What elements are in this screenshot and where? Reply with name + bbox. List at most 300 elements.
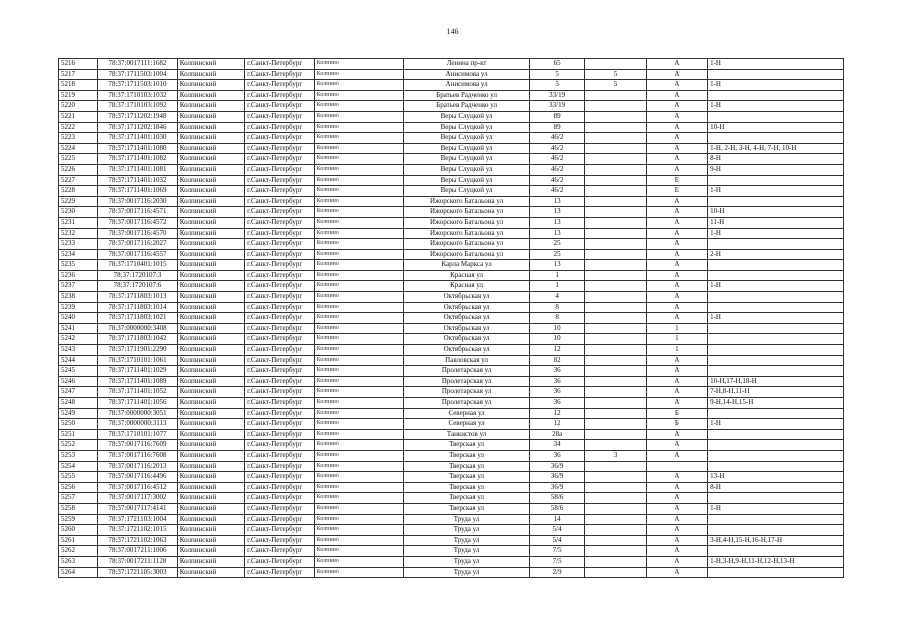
building-number-cell xyxy=(585,143,646,154)
house-number-cell: 36/9 xyxy=(529,461,584,472)
premises-cell: 1-Н xyxy=(708,313,844,324)
premises-cell: 1-Н, 2-Н, 3-Н, 4-Н, 7-Н, 10-Н xyxy=(708,143,844,154)
table-row xyxy=(59,122,844,133)
row-number-cell: 5245 xyxy=(59,366,98,377)
district-cell: Колпинский xyxy=(177,366,244,377)
row-number-cell: 5256 xyxy=(59,482,98,493)
table-row xyxy=(59,154,844,165)
row-number-cell: 5228 xyxy=(59,186,98,197)
street-cell: Веры Слуцкой ул xyxy=(404,175,530,186)
city-cell: г.Санкт-Петербург xyxy=(245,69,314,80)
row-number-cell: 5263 xyxy=(59,556,98,567)
cadastral-number-cell: 78:37:0017116:7609 xyxy=(98,440,178,451)
street-cell: Тверская ул xyxy=(404,461,530,472)
table-row xyxy=(59,567,844,578)
district-cell: Колпинский xyxy=(177,80,244,91)
municipality-cell: Колпино xyxy=(314,196,404,207)
letter-cell: А xyxy=(646,281,707,292)
premises-cell xyxy=(708,323,844,334)
table-row xyxy=(59,525,844,536)
letter-cell: А xyxy=(646,133,707,144)
building-number-cell xyxy=(585,133,646,144)
city-cell: г.Санкт-Петербург xyxy=(245,461,314,472)
row-number-cell: 5259 xyxy=(59,514,98,525)
street-cell: Веры Слуцкой ул xyxy=(404,122,530,133)
city-cell: г.Санкт-Петербург xyxy=(245,398,314,409)
row-number-cell: 5247 xyxy=(59,387,98,398)
street-cell: Труда ул xyxy=(404,535,530,546)
street-cell: Веры Слуцкой ул xyxy=(404,111,530,122)
row-number-cell: 5230 xyxy=(59,207,98,218)
district-cell: Колпинский xyxy=(177,133,244,144)
street-cell: Красная ул xyxy=(404,270,530,281)
house-number-cell: 14 xyxy=(529,514,584,525)
table-row xyxy=(59,239,844,250)
row-number-cell: 5235 xyxy=(59,260,98,271)
street-cell: Веры Слуцкой ул xyxy=(404,143,530,154)
letter-cell: А xyxy=(646,69,707,80)
city-cell: г.Санкт-Петербург xyxy=(245,493,314,504)
street-cell: Анисимова ул xyxy=(404,80,530,91)
municipality-cell: Колпино xyxy=(314,80,404,91)
city-cell: г.Санкт-Петербург xyxy=(245,228,314,239)
table-row xyxy=(59,69,844,80)
letter-cell: А xyxy=(646,260,707,271)
district-cell: Колпинский xyxy=(177,440,244,451)
street-cell: Тверская ул xyxy=(404,493,530,504)
municipality-cell: Колпино xyxy=(314,514,404,525)
letter-cell: А xyxy=(646,366,707,377)
row-number-cell: 5255 xyxy=(59,472,98,483)
district-cell: Колпинский xyxy=(177,175,244,186)
building-number-cell xyxy=(585,546,646,557)
municipality-cell: Колпино xyxy=(314,186,404,197)
letter-cell: 1 xyxy=(646,334,707,345)
cadastral-number-cell: 78:37:1711202:1948 xyxy=(98,111,178,122)
house-number-cell: 36 xyxy=(529,450,584,461)
premises-cell xyxy=(708,514,844,525)
district-cell: Колпинский xyxy=(177,90,244,101)
table-row xyxy=(59,408,844,419)
cadastral-number-cell: 78:37:1720107:3 xyxy=(98,270,178,281)
premises-cell xyxy=(708,408,844,419)
letter-cell: 1 xyxy=(646,345,707,356)
district-cell: Колпинский xyxy=(177,292,244,303)
cadastral-number-cell: 78:37:0017116:4512 xyxy=(98,482,178,493)
street-cell: Труда ул xyxy=(404,546,530,557)
municipality-cell: Колпино xyxy=(314,345,404,356)
table-row xyxy=(59,429,844,440)
city-cell: г.Санкт-Петербург xyxy=(245,450,314,461)
premises-cell xyxy=(708,450,844,461)
municipality-cell: Колпино xyxy=(314,334,404,345)
building-number-cell xyxy=(585,514,646,525)
page-number: 146 xyxy=(446,27,459,36)
district-cell: Колпинский xyxy=(177,334,244,345)
building-number-cell xyxy=(585,429,646,440)
building-number-cell xyxy=(585,186,646,197)
premises-cell xyxy=(708,196,844,207)
premises-cell: 10-Н,17-Н,18-Н xyxy=(708,376,844,387)
street-cell: Тверская ул xyxy=(404,482,530,493)
city-cell: г.Санкт-Петербург xyxy=(245,440,314,451)
premises-cell: 7-Н,8-Н,11-Н xyxy=(708,387,844,398)
city-cell: г.Санкт-Петербург xyxy=(245,514,314,525)
table-row xyxy=(59,270,844,281)
city-cell: г.Санкт-Петербург xyxy=(245,239,314,250)
cadastral-number-cell: 78:37:0017116:4496 xyxy=(98,472,178,483)
street-cell: Братьев Радченко ул xyxy=(404,101,530,112)
letter-cell: А xyxy=(646,398,707,409)
cadastral-number-cell: 78:37:0000000:3408 xyxy=(98,323,178,334)
district-cell: Колпинский xyxy=(177,154,244,165)
table-row xyxy=(59,461,844,472)
premises-cell xyxy=(708,270,844,281)
cadastral-number-cell: 78:37:1721102:1063 xyxy=(98,535,178,546)
city-cell: г.Санкт-Петербург xyxy=(245,133,314,144)
city-cell: г.Санкт-Петербург xyxy=(245,292,314,303)
premises-cell: 9-Н xyxy=(708,164,844,175)
street-cell: Октябрьская ул xyxy=(404,323,530,334)
table-row xyxy=(59,207,844,218)
municipality-cell: Колпино xyxy=(314,207,404,218)
letter-cell: А xyxy=(646,164,707,175)
premises-cell: 10-Н xyxy=(708,207,844,218)
letter-cell: А xyxy=(646,196,707,207)
row-number-cell: 5243 xyxy=(59,345,98,356)
cadastral-number-cell: 78:37:0000000:3051 xyxy=(98,408,178,419)
row-number-cell: 5260 xyxy=(59,525,98,536)
letter-cell: А xyxy=(646,429,707,440)
premises-cell: 13-Н xyxy=(708,472,844,483)
premises-cell: 1-Н xyxy=(708,419,844,430)
table-row xyxy=(59,323,844,334)
municipality-cell: Колпино xyxy=(314,408,404,419)
street-cell: Октябрьская ул xyxy=(404,345,530,356)
table-row xyxy=(59,175,844,186)
district-cell: Колпинский xyxy=(177,270,244,281)
district-cell: Колпинский xyxy=(177,535,244,546)
building-number-cell xyxy=(585,313,646,324)
building-number-cell xyxy=(585,482,646,493)
cadastral-number-cell: 78:37:0017116:2030 xyxy=(98,196,178,207)
city-cell: г.Санкт-Петербург xyxy=(245,164,314,175)
house-number-cell: 12 xyxy=(529,408,584,419)
cadastral-number-cell: 78:37:0017116:7608 xyxy=(98,450,178,461)
building-number-cell xyxy=(585,323,646,334)
row-number-cell: 5236 xyxy=(59,270,98,281)
city-cell: г.Санкт-Петербург xyxy=(245,419,314,430)
house-number-cell: 46/2 xyxy=(529,154,584,165)
letter-cell: А xyxy=(646,440,707,451)
letter-cell: А xyxy=(646,472,707,483)
row-number-cell: 5216 xyxy=(59,59,98,70)
building-number-cell: 3 xyxy=(585,450,646,461)
city-cell: г.Санкт-Петербург xyxy=(245,270,314,281)
street-cell: Тверская ул xyxy=(404,472,530,483)
table-row xyxy=(59,535,844,546)
district-cell: Колпинский xyxy=(177,546,244,557)
municipality-cell: Колпино xyxy=(314,175,404,186)
premises-cell xyxy=(708,69,844,80)
district-cell: Колпинский xyxy=(177,398,244,409)
street-cell: Октябрьская ул xyxy=(404,313,530,324)
city-cell: г.Санкт-Петербург xyxy=(245,80,314,91)
letter-cell: А xyxy=(646,546,707,557)
cadastral-number-cell: 78:37:0017117:4141 xyxy=(98,503,178,514)
municipality-cell: Колпино xyxy=(314,292,404,303)
building-number-cell xyxy=(585,122,646,133)
street-cell: Павловская ул xyxy=(404,355,530,366)
municipality-cell: Колпино xyxy=(314,111,404,122)
building-number-cell xyxy=(585,196,646,207)
city-cell: г.Санкт-Петербург xyxy=(245,260,314,271)
table-row xyxy=(59,546,844,557)
cadastral-number-cell: 78:37:0017116:4557 xyxy=(98,249,178,260)
letter-cell: А xyxy=(646,525,707,536)
table-row xyxy=(59,556,844,567)
table-row xyxy=(59,80,844,91)
table-row xyxy=(59,376,844,387)
house-number-cell: 5 xyxy=(529,69,584,80)
letter-cell: А xyxy=(646,535,707,546)
district-cell: Колпинский xyxy=(177,387,244,398)
city-cell: г.Санкт-Петербург xyxy=(245,175,314,186)
district-cell: Колпинский xyxy=(177,493,244,504)
premises-cell: 1-Н xyxy=(708,503,844,514)
street-cell: Веры Слуцкой ул xyxy=(404,154,530,165)
premises-cell: 9-Н,14-Н,15-Н xyxy=(708,398,844,409)
district-cell: Колпинский xyxy=(177,514,244,525)
letter-cell: Б xyxy=(646,419,707,430)
letter-cell: А xyxy=(646,292,707,303)
city-cell: г.Санкт-Петербург xyxy=(245,408,314,419)
premises-cell: 1-Н xyxy=(708,186,844,197)
city-cell: г.Санкт-Петербург xyxy=(245,90,314,101)
city-cell: г.Санкт-Петербург xyxy=(245,186,314,197)
building-number-cell xyxy=(585,556,646,567)
district-cell: Колпинский xyxy=(177,260,244,271)
row-number-cell: 5219 xyxy=(59,90,98,101)
building-number-cell xyxy=(585,398,646,409)
cadastral-number-cell: 78:37:1711901:2290 xyxy=(98,345,178,356)
house-number-cell: 82 xyxy=(529,355,584,366)
row-number-cell: 5231 xyxy=(59,217,98,228)
letter-cell: А xyxy=(646,302,707,313)
municipality-cell: Колпино xyxy=(314,450,404,461)
row-number-cell: 5232 xyxy=(59,228,98,239)
city-cell: г.Санкт-Петербург xyxy=(245,154,314,165)
row-number-cell: 5238 xyxy=(59,292,98,303)
cadastral-number-cell: 78:37:1711401:1069 xyxy=(98,186,178,197)
municipality-cell: Колпино xyxy=(314,122,404,133)
city-cell: г.Санкт-Петербург xyxy=(245,387,314,398)
house-number-cell: 33/19 xyxy=(529,101,584,112)
row-number-cell: 5227 xyxy=(59,175,98,186)
building-number-cell xyxy=(585,366,646,377)
municipality-cell: Колпино xyxy=(314,535,404,546)
house-number-cell: 5 xyxy=(529,80,584,91)
letter-cell: А xyxy=(646,217,707,228)
municipality-cell: Колпино xyxy=(314,376,404,387)
house-number-cell: 7/5 xyxy=(529,556,584,567)
building-number-cell xyxy=(585,419,646,430)
cadastral-number-cell: 78:37:1711401:1080 xyxy=(98,143,178,154)
municipality-cell: Колпино xyxy=(314,270,404,281)
cadastral-number-cell: 78:37:1710103:1032 xyxy=(98,90,178,101)
street-cell: Веры Слуцкой ул xyxy=(404,133,530,144)
letter-cell: А xyxy=(646,239,707,250)
house-number-cell: 4 xyxy=(529,292,584,303)
row-number-cell: 5218 xyxy=(59,80,98,91)
building-number-cell xyxy=(585,440,646,451)
house-number-cell: 13 xyxy=(529,260,584,271)
building-number-cell xyxy=(585,493,646,504)
row-number-cell: 5254 xyxy=(59,461,98,472)
street-cell: Пролетарская ул xyxy=(404,387,530,398)
house-number-cell: 36/9 xyxy=(529,472,584,483)
house-number-cell: 46/2 xyxy=(529,186,584,197)
city-cell: г.Санкт-Петербург xyxy=(245,101,314,112)
premises-cell xyxy=(708,429,844,440)
premises-cell xyxy=(708,567,844,578)
municipality-cell: Колпино xyxy=(314,429,404,440)
letter-cell: А xyxy=(646,355,707,366)
table-row xyxy=(59,133,844,144)
building-number-cell xyxy=(585,249,646,260)
table-row xyxy=(59,419,844,430)
district-cell: Колпинский xyxy=(177,69,244,80)
row-number-cell: 5225 xyxy=(59,154,98,165)
row-number-cell: 5240 xyxy=(59,313,98,324)
cadastral-number-cell: 78:37:1710101:1061 xyxy=(98,355,178,366)
building-number-cell xyxy=(585,292,646,303)
district-cell: Колпинский xyxy=(177,186,244,197)
premises-cell: 1-Н,3-Н,9-Н,11-Н,12-Н,13-Н xyxy=(708,556,844,567)
city-cell: г.Санкт-Петербург xyxy=(245,196,314,207)
premises-cell xyxy=(708,525,844,536)
municipality-cell: Колпино xyxy=(314,90,404,101)
building-number-cell xyxy=(585,525,646,536)
row-number-cell: 5251 xyxy=(59,429,98,440)
row-number-cell: 5244 xyxy=(59,355,98,366)
municipality-cell: Колпино xyxy=(314,398,404,409)
municipality-cell: Колпино xyxy=(314,133,404,144)
city-cell: г.Санкт-Петербург xyxy=(245,429,314,440)
street-cell: Красная ул xyxy=(404,281,530,292)
street-cell: Северная ул xyxy=(404,419,530,430)
premises-cell: 8-Н xyxy=(708,482,844,493)
street-cell: Октябрьская ул xyxy=(404,292,530,303)
row-number-cell: 5223 xyxy=(59,133,98,144)
house-number-cell: 33/19 xyxy=(529,90,584,101)
row-number-cell: 5258 xyxy=(59,503,98,514)
letter-cell: А xyxy=(646,270,707,281)
letter-cell: А xyxy=(646,450,707,461)
table-row xyxy=(59,228,844,239)
building-number-cell xyxy=(585,355,646,366)
house-number-cell: 28а xyxy=(529,429,584,440)
cadastral-number-cell: 78:37:1711401:1081 xyxy=(98,164,178,175)
district-cell: Колпинский xyxy=(177,472,244,483)
cadastral-number-cell: 78:37:0017116:4572 xyxy=(98,217,178,228)
table-row xyxy=(59,493,844,504)
row-number-cell: 5226 xyxy=(59,164,98,175)
row-number-cell: 5239 xyxy=(59,302,98,313)
street-cell: Ижорского Батальона ул xyxy=(404,239,530,250)
municipality-cell: Колпино xyxy=(314,302,404,313)
building-number-cell xyxy=(585,270,646,281)
letter-cell: А xyxy=(646,249,707,260)
house-number-cell: 58/6 xyxy=(529,503,584,514)
municipality-cell: Колпино xyxy=(314,472,404,483)
row-number-cell: 5261 xyxy=(59,535,98,546)
cadastral-number-cell: 78:37:1711401:1052 xyxy=(98,387,178,398)
row-number-cell: 5237 xyxy=(59,281,98,292)
house-number-cell: 1 xyxy=(529,270,584,281)
row-number-cell: 5224 xyxy=(59,143,98,154)
premises-cell xyxy=(708,345,844,356)
row-number-cell: 5217 xyxy=(59,69,98,80)
cadastral-number-cell: 78:37:1711401:1056 xyxy=(98,398,178,409)
municipality-cell: Колпино xyxy=(314,440,404,451)
district-cell: Колпинский xyxy=(177,122,244,133)
district-cell: Колпинский xyxy=(177,419,244,430)
premises-cell xyxy=(708,355,844,366)
building-number-cell xyxy=(585,101,646,112)
building-number-cell xyxy=(585,472,646,483)
municipality-cell: Колпино xyxy=(314,260,404,271)
cadastral-number-cell: 78:37:1711803:1042 xyxy=(98,334,178,345)
premises-cell: 1-Н xyxy=(708,281,844,292)
table-row xyxy=(59,186,844,197)
row-number-cell: 5233 xyxy=(59,239,98,250)
premises-cell xyxy=(708,239,844,250)
table-row xyxy=(59,387,844,398)
district-cell: Колпинский xyxy=(177,239,244,250)
municipality-cell: Колпино xyxy=(314,313,404,324)
table-row xyxy=(59,440,844,451)
street-cell: Тверская ул xyxy=(404,503,530,514)
street-cell: Ижорского Батальона ул xyxy=(404,249,530,260)
building-number-cell xyxy=(585,207,646,218)
premises-cell xyxy=(708,302,844,313)
cadastral-number-cell: 78:37:1710101:1077 xyxy=(98,429,178,440)
premises-cell: 2-Н xyxy=(708,249,844,260)
street-cell: Октябрьская ул xyxy=(404,334,530,345)
premises-cell xyxy=(708,461,844,472)
premises-cell xyxy=(708,90,844,101)
district-cell: Колпинский xyxy=(177,59,244,70)
row-number-cell: 5229 xyxy=(59,196,98,207)
letter-cell: А xyxy=(646,567,707,578)
cadastral-number-cell: 78:37:1710401:1015 xyxy=(98,260,178,271)
letter-cell: Е xyxy=(646,175,707,186)
building-number-cell xyxy=(585,164,646,175)
table-row xyxy=(59,472,844,483)
municipality-cell: Колпино xyxy=(314,228,404,239)
street-cell: Ижорского Батальона ул xyxy=(404,207,530,218)
district-cell: Колпинский xyxy=(177,450,244,461)
street-cell: Северная ул xyxy=(404,408,530,419)
district-cell: Колпинский xyxy=(177,196,244,207)
district-cell: Колпинский xyxy=(177,228,244,239)
municipality-cell: Колпино xyxy=(314,493,404,504)
district-cell: Колпинский xyxy=(177,101,244,112)
district-cell: Колпинский xyxy=(177,503,244,514)
building-number-cell xyxy=(585,90,646,101)
premises-cell xyxy=(708,334,844,345)
